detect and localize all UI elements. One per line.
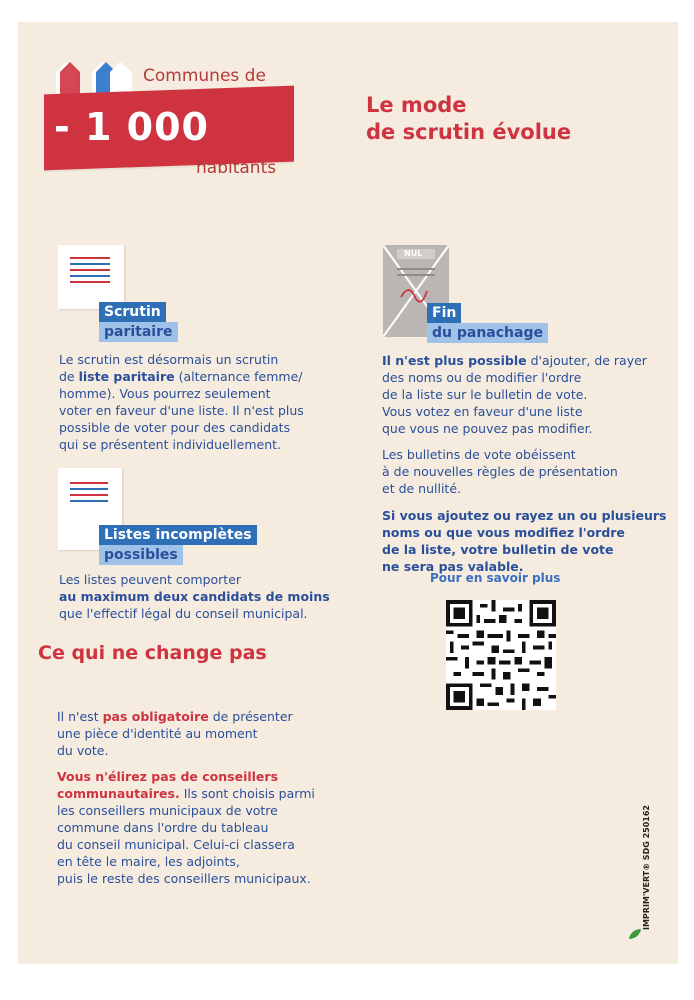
learn-more-label: Pour en savoir plus <box>430 571 561 585</box>
panachage-text-1: Il n'est plus possible d'ajouter, de rayer des noms ou de modifier l'ordre de la liste sur le bulletin de vote. Vous votez en faveur d'une liste que vous ne pouvez pas modifier. <box>382 353 647 436</box>
leaf-icon <box>628 928 642 940</box>
scrutin-tag: Scrutin <box>99 302 166 322</box>
banner-number: - 1 000 <box>54 105 209 149</box>
panachage-text-3: Si vous ajoutez ou rayez un ou plusieurs noms ou que vous modifiez l'ordre de la liste, votre bulletin de vote ne sera pas valable. <box>382 508 667 574</box>
imprint-mark: IMPRIM'VERT® SDG 250162 <box>642 805 651 930</box>
communes-label: Communes de <box>143 66 266 86</box>
panachage-text-2: Les bulletins de vote obéissent à de nouvelles règles de présentation et de nullité. <box>382 447 618 496</box>
panachage-tag: du panachage <box>427 323 548 343</box>
paritaire-tag: paritaire <box>99 322 178 342</box>
unchanged-text-2: Vous n'élirez pas de conseillers communautaires. Ils sont choisis parmi les conseillers municipaux de votre commune dans l'ordre du tableau du conseil municipal. Celui-ci classera en tête le maire, les adjoints, puis le reste des conseillers municipaux. <box>57 769 315 886</box>
unchanged-text-1: Il n'est pas obligatoire de présenter une pièce d'identité au moment du vote. <box>57 709 293 758</box>
unchanged-heading: Ce qui ne change pas <box>38 642 267 664</box>
incompletes-text: Les listes peuvent comporter au maximum deux candidats de moins que l'effectif légal du conseil municipal. <box>59 572 330 621</box>
qr-code[interactable] <box>446 600 556 710</box>
ballot-icon <box>58 245 124 309</box>
fin-tag: Fin <box>427 303 461 323</box>
habitants-label: habitants <box>196 158 277 178</box>
listes-tag: Listes incomplètes <box>99 525 257 545</box>
scrutin-text: Le scrutin est désormais un scrutin de liste paritaire (alternance femme/ homme). Vous pourrez seulement voter en faveur d'une liste. Il n'est plus possible de voter pour des candidats qui se présentent individuellement. <box>59 352 304 452</box>
page-title: Le mode de scrutin évolue <box>366 93 572 144</box>
possibles-tag: possibles <box>99 545 183 565</box>
nul-label: NUL <box>404 249 423 258</box>
